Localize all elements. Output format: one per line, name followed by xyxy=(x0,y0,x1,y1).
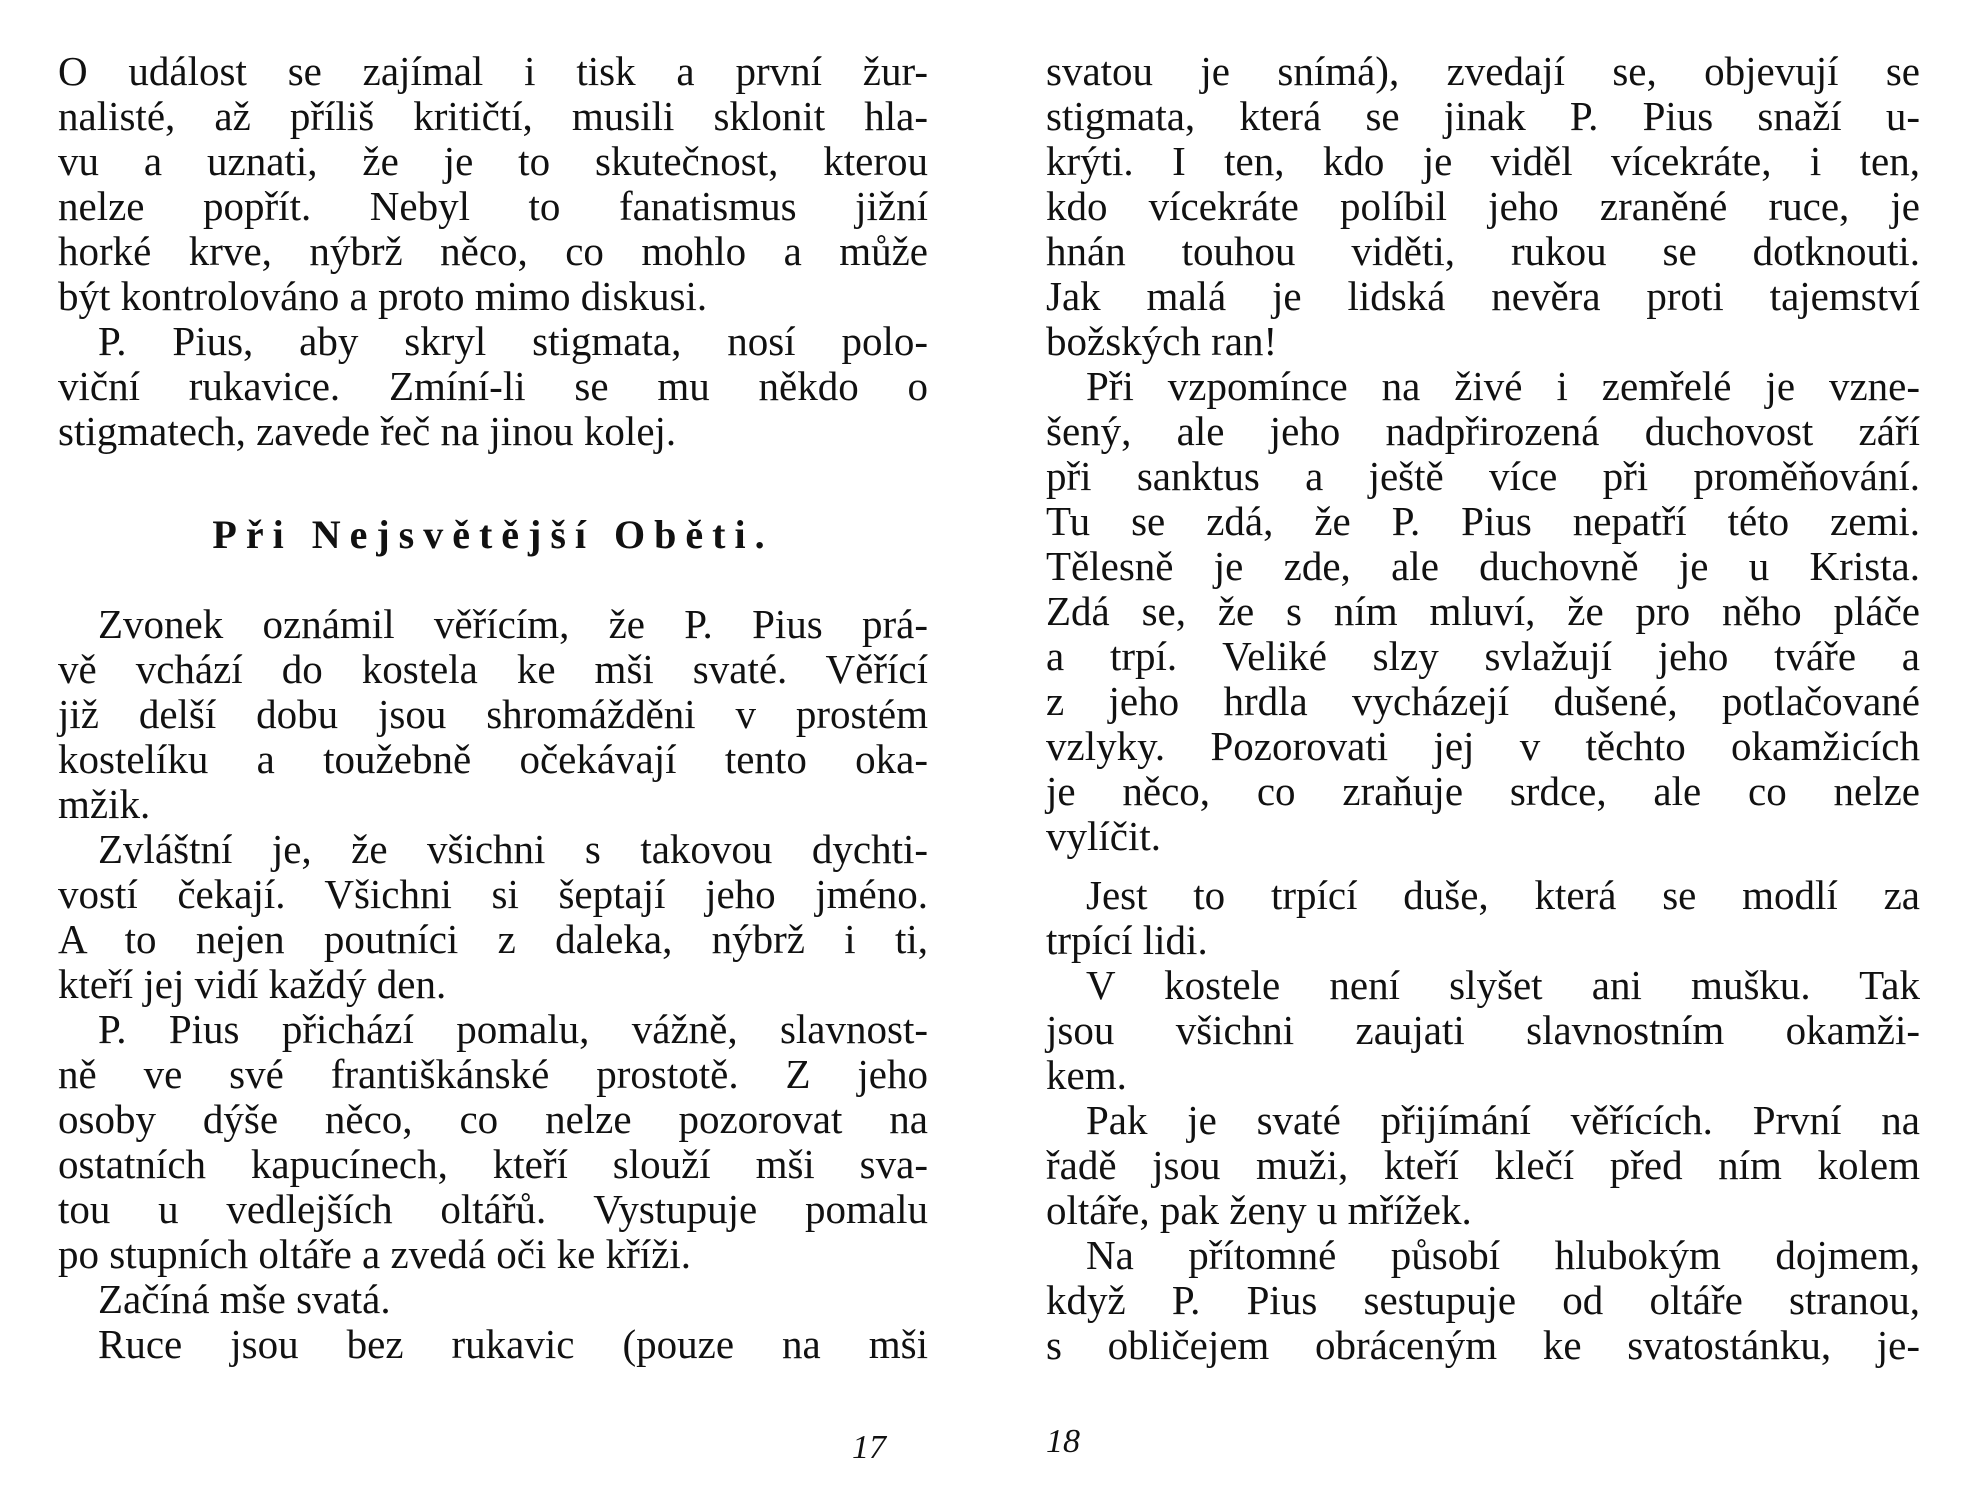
text-line: Zvonek oznámil věřícím, že P. Pius prá- xyxy=(98,601,928,647)
text-line: krýti. I ten, kdo je viděl vícekráte, i ten, xyxy=(1046,138,1920,184)
text-line: hnán touhou viděti, rukou se dotknouti. xyxy=(1046,228,1920,274)
text-line: kostelíku a toužebně očekávají tento oka- xyxy=(58,736,928,782)
section-heading: Při Nejsvětější Oběti. xyxy=(212,512,774,557)
text-line: oltáře, pak ženy u mřížek. xyxy=(1046,1187,1472,1233)
text-line: Zdá se, že s ním mluví, že pro něho pláče xyxy=(1046,588,1920,634)
text-line: Pak je svaté přijímání věřících. První na xyxy=(1086,1097,1920,1143)
text-line: Na přítomné působí hlubokým dojmem, xyxy=(1086,1232,1920,1278)
text-line: Začíná mše svatá. xyxy=(98,1276,391,1322)
text-line: božských ran! xyxy=(1046,318,1278,364)
text-line: vu a uznati, že je to skutečnost, kterou xyxy=(58,138,928,184)
text-line: již delší dobu jsou shromážděni v prostém xyxy=(58,691,928,737)
text-line: vě vchází do kostela ke mši svaté. Věřící xyxy=(58,646,928,692)
text-line: horké krve, nýbrž něco, co mohlo a může xyxy=(58,228,928,274)
text-line: Ruce jsou bez rukavic (pouze na mši xyxy=(98,1321,928,1367)
page-number-left: 17 xyxy=(852,1429,886,1466)
page-number-right: 18 xyxy=(1046,1423,1080,1460)
text-line: kem. xyxy=(1046,1052,1127,1098)
text-line: P. Pius, aby skryl stigmata, nosí polo- xyxy=(98,318,928,364)
text-line: stigmata, která se jinak P. Pius snaží u- xyxy=(1046,93,1920,139)
text-line: Zvláštní je, že všichni s takovou dychti- xyxy=(98,826,928,872)
text-line: z jeho hrdla vycházejí dušené, potlačované xyxy=(1046,678,1920,724)
text-line: kteří jej vidí každý den. xyxy=(58,961,447,1007)
text-line: tou u vedlejších oltářů. Vystupuje pomalu xyxy=(58,1186,928,1232)
text-line: nelze popřít. Nebyl to fanatismus jižní xyxy=(58,183,928,229)
left-page xyxy=(58,0,928,1500)
text-line: jsou všichni zaujati slavnostním okamži- xyxy=(1046,1007,1920,1053)
text-line: s obličejem obráceným ke svatostánku, je- xyxy=(1046,1322,1920,1368)
text-line: vostí čekají. Všichni si šeptají jeho jméno. xyxy=(58,871,928,917)
text-line: být kontrolováno a proto mimo diskusi. xyxy=(58,273,708,319)
text-line: stigmatech, zavede řeč na jinou kolej. xyxy=(58,408,677,454)
text-line: osoby dýše něco, co nelze pozorovat na xyxy=(58,1096,928,1142)
text-line: ně ve své františkánské prostotě. Z jeho xyxy=(58,1051,928,1097)
text-line: po stupních oltáře a zvedá oči ke kříži. xyxy=(58,1231,691,1277)
text-line: vylíčit. xyxy=(1046,813,1162,859)
text-line: mžik. xyxy=(58,781,151,827)
text-line: řadě jsou muži, kteří klečí před ním kolem xyxy=(1046,1142,1920,1188)
text-line: je něco, co zraňuje srdce, ale co nelze xyxy=(1046,768,1920,814)
text-line: viční rukavice. Zmíní-li se mu někdo o xyxy=(58,363,928,409)
text-line: Jest to trpící duše, která se modlí za xyxy=(1086,872,1920,918)
text-line: nalisté, až příliš kritičtí, musili sklonit hla- xyxy=(58,93,928,139)
text-line: kdo vícekráte políbil jeho zraněné ruce, je xyxy=(1046,183,1920,229)
text-line: vzlyky. Pozorovati jej v těchto okamžicích xyxy=(1046,723,1920,769)
text-line: Jak malá je lidská nevěra proti tajemství xyxy=(1046,273,1920,319)
text-line: Tu se zdá, že P. Pius nepatří této zemi. xyxy=(1046,498,1920,544)
text-line: A to nejen poutníci z daleka, nýbrž i ti, xyxy=(58,916,928,962)
text-line: a trpí. Veliké slzy svlažují jeho tváře a xyxy=(1046,633,1920,679)
text-line: V kostele není slyšet ani mušku. Tak xyxy=(1086,962,1920,1008)
text-line: Při vzpomínce na živé i zemřelé je vzne- xyxy=(1086,363,1920,409)
right-page xyxy=(1046,0,1920,1500)
text-line: O událost se zajímal i tisk a první žur- xyxy=(58,48,928,94)
text-line: trpící lidi. xyxy=(1046,917,1208,963)
text-line: při sanktus a ještě více při proměňování. xyxy=(1046,453,1920,499)
text-line: ostatních kapucínech, kteří slouží mši sva- xyxy=(58,1141,928,1187)
text-line: šený, ale jeho nadpřirozená duchovost září xyxy=(1046,408,1920,454)
text-line: když P. Pius sestupuje od oltáře stranou, xyxy=(1046,1277,1920,1323)
text-line: svatou je snímá), zvedají se, objevují se xyxy=(1046,48,1920,94)
text-line: P. Pius přichází pomalu, vážně, slavnost- xyxy=(98,1006,928,1052)
text-line: Tělesně je zde, ale duchovně je u Krista. xyxy=(1046,543,1920,589)
